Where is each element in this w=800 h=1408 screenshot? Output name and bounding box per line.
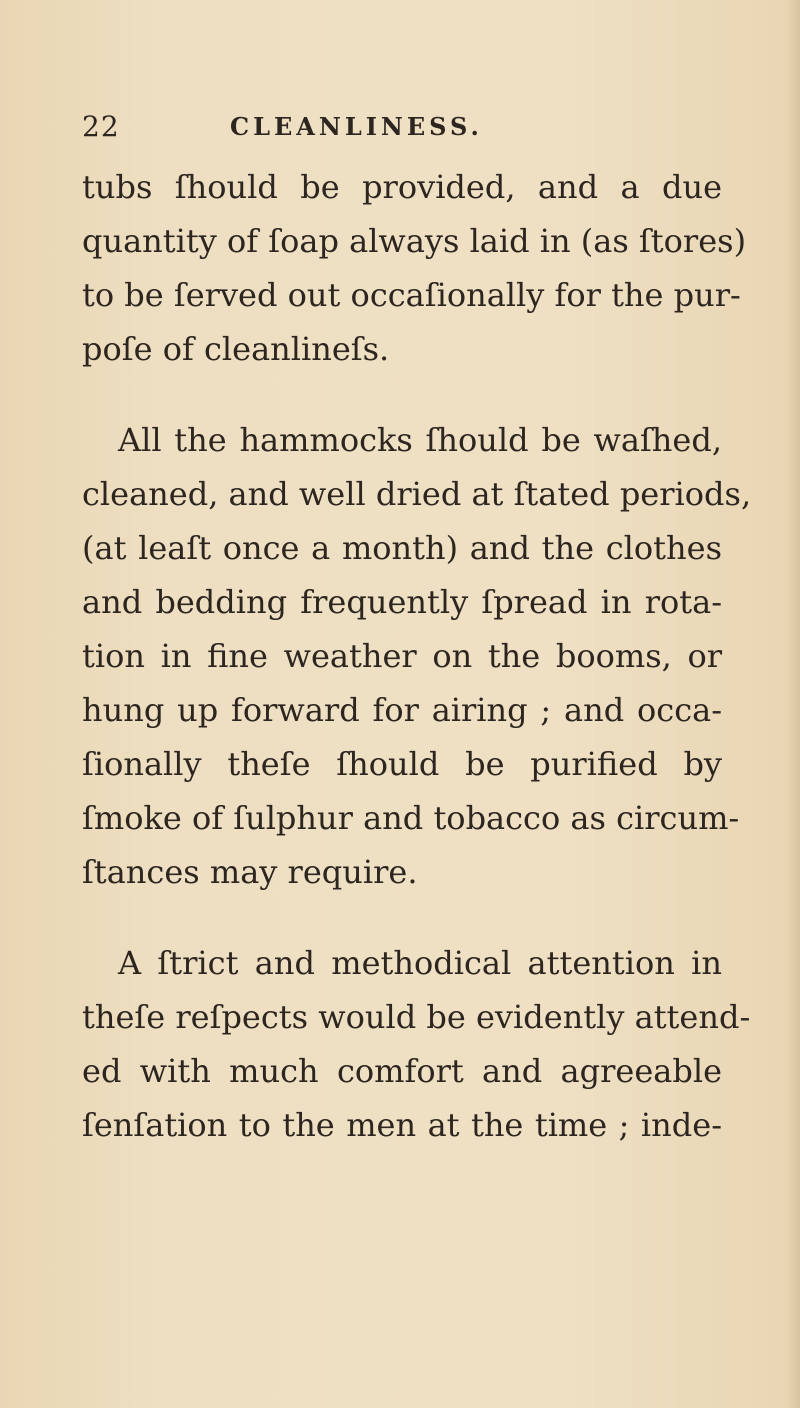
text-line: cleaned, and well dried at ſtated periods,: [82, 475, 752, 513]
text-line: and bedding frequently ſpread in rota-: [82, 583, 722, 621]
page-number: 22: [82, 110, 120, 143]
text-line: quantity of ſoap always laid in (as ſtores): [82, 222, 747, 260]
paragraph-gap: [82, 376, 722, 413]
paragraph-1: [82, 160, 747, 376]
text-line: hung up forward for airing ; and occa-: [82, 691, 722, 729]
page-edge-shade: [786, 0, 800, 1408]
text-line: ſionally theſe ſhould be purified by: [82, 745, 722, 783]
text-line: poſe of cleanlineſs.: [82, 330, 390, 368]
paragraph-2: [82, 413, 752, 899]
text-line: A ſtrict and methodical attention in: [118, 944, 722, 982]
running-head: CLEANLINESS.: [230, 112, 483, 141]
paragraph-3: [82, 936, 751, 1152]
text-line: to be ſerved out occaſionally for the pur-: [82, 276, 741, 314]
body-text: [82, 160, 752, 1152]
paragraph-gap: [82, 899, 722, 936]
text-line: All the hammocks ſhould be waſhed,: [118, 421, 722, 459]
text-line: ſenſation to the men at the time ; inde-: [82, 1106, 722, 1144]
text-line: tion in fine weather on the booms, or: [82, 637, 722, 675]
text-line: theſe reſpects would be evidently attend-: [82, 998, 751, 1036]
page-header: [82, 110, 522, 154]
text-line: (at leaſt once a month) and the clothes: [82, 529, 722, 567]
text-line: ſtances may require.: [82, 853, 418, 891]
text-line: ed with much comfort and agreeable: [82, 1052, 722, 1090]
text-line: ſmoke of ſulphur and tobacco as circum-: [82, 799, 740, 837]
text-line: tubs ſhould be provided, and a due: [82, 168, 722, 206]
